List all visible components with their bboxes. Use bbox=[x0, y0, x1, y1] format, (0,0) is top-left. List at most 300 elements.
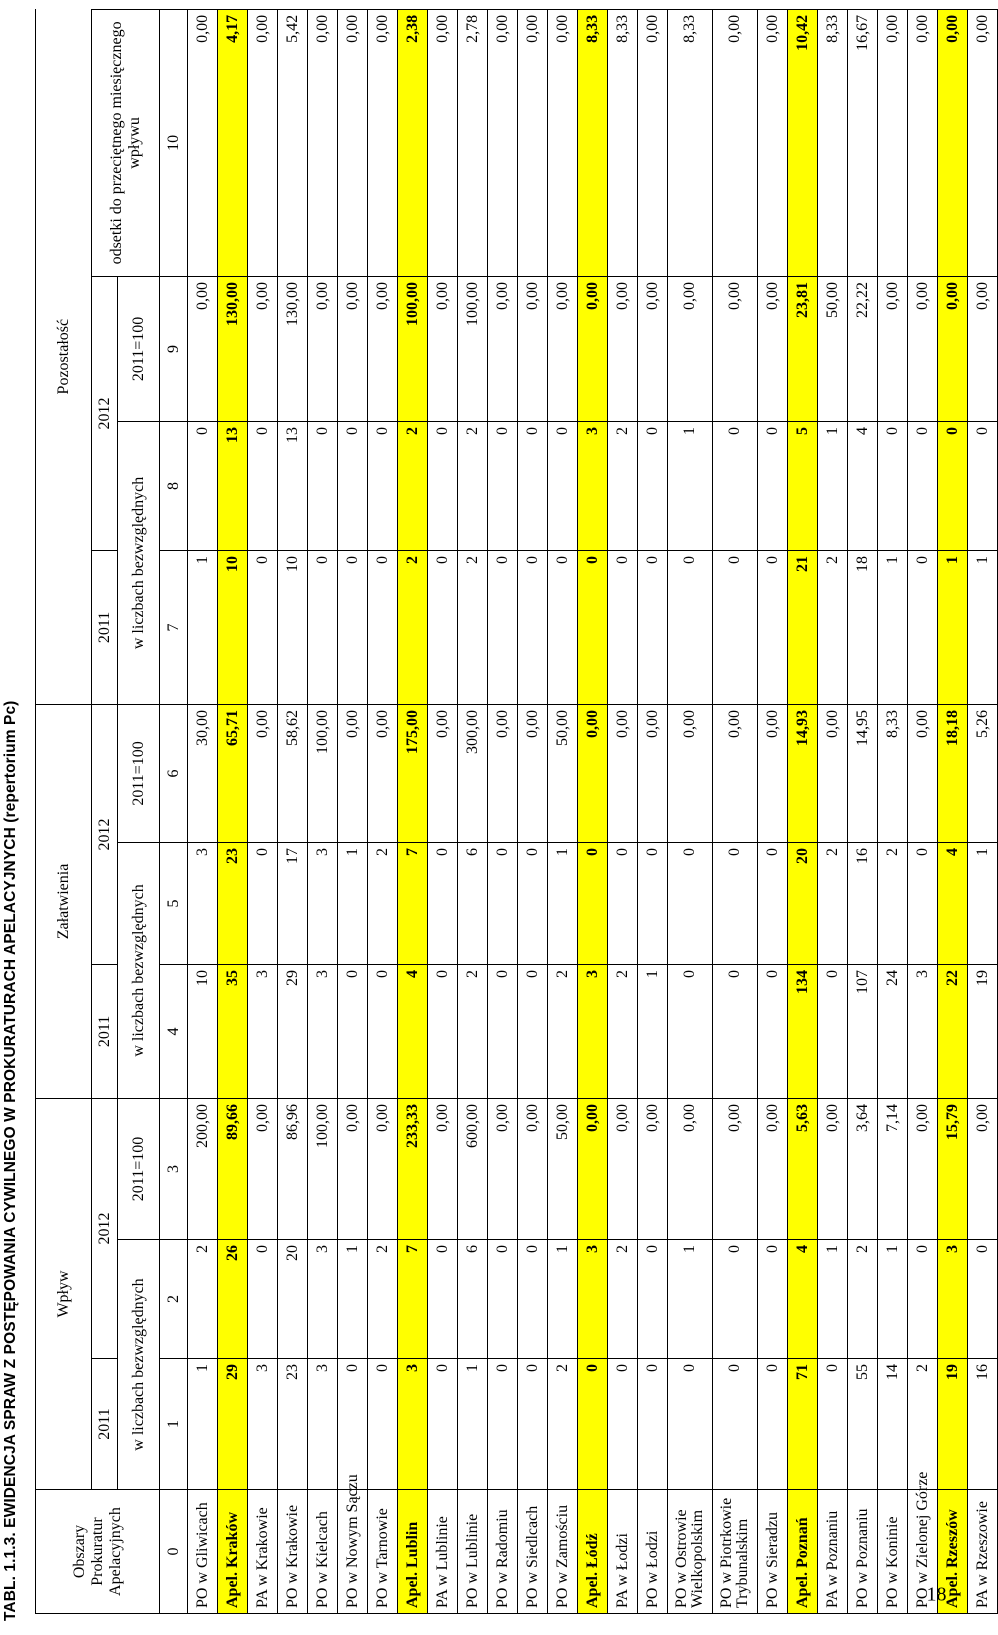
cell-c8: 0 bbox=[488, 421, 518, 550]
cell-c10: 0,00 bbox=[308, 9, 338, 276]
cell-c4: 3 bbox=[248, 964, 278, 1098]
cell-c5: 2 bbox=[818, 842, 848, 964]
cell-c9: 0,00 bbox=[968, 276, 998, 421]
cell-c6: 0,00 bbox=[368, 704, 398, 842]
cell-c1: 3 bbox=[248, 1359, 278, 1490]
cell-c9: 0,00 bbox=[518, 276, 548, 421]
row-name: PO w Kielcach bbox=[308, 1490, 338, 1614]
cell-c10: 16,67 bbox=[848, 9, 878, 276]
cell-c5: 0 bbox=[248, 842, 278, 964]
cell-c3: 0,00 bbox=[608, 1098, 638, 1239]
table-row bbox=[458, 9, 488, 1613]
cell-c4: 107 bbox=[848, 964, 878, 1098]
cell-c2: 1 bbox=[878, 1240, 908, 1359]
table-row bbox=[338, 9, 368, 1613]
cell-c4: 0 bbox=[488, 964, 518, 1098]
cell-c2: 0 bbox=[968, 1240, 998, 1359]
row-name: PO w Radomiu bbox=[488, 1490, 518, 1614]
header-zal-idx: 2011=100 bbox=[118, 704, 160, 842]
cell-c3: 600,00 bbox=[458, 1098, 488, 1239]
cell-c7: 1 bbox=[968, 550, 998, 704]
row-name: Apel. Poznań bbox=[788, 1490, 818, 1614]
cell-c9: 50,00 bbox=[818, 276, 848, 421]
column-number-10: 10 bbox=[160, 9, 188, 276]
cell-c2: 0 bbox=[488, 1240, 518, 1359]
cell-c10: 0,00 bbox=[548, 9, 578, 276]
table-row bbox=[968, 9, 998, 1613]
column-number-3: 3 bbox=[160, 1098, 188, 1239]
cell-c7: 0 bbox=[578, 550, 608, 704]
cell-c8: 0 bbox=[518, 421, 548, 550]
column-number-7: 7 bbox=[160, 550, 188, 704]
cell-c3: 0,00 bbox=[968, 1098, 998, 1239]
cell-c7: 0 bbox=[428, 550, 458, 704]
cell-c5: 0 bbox=[518, 842, 548, 964]
cell-c7: 0 bbox=[548, 550, 578, 704]
cell-c7: 0 bbox=[488, 550, 518, 704]
cell-c10: 4,17 bbox=[218, 9, 248, 276]
table-row bbox=[548, 9, 578, 1613]
header-wplyw: Wpływ bbox=[36, 1098, 92, 1489]
cell-c1: 29 bbox=[218, 1359, 248, 1490]
cell-c10: 0,00 bbox=[248, 9, 278, 276]
cell-c1: 0 bbox=[638, 1359, 668, 1490]
cell-c3: 0,00 bbox=[248, 1098, 278, 1239]
table-row bbox=[848, 9, 878, 1613]
header-zal-2011: 2011 bbox=[92, 964, 118, 1098]
table-row bbox=[368, 9, 398, 1613]
header-pozostalosc: Pozostałość bbox=[36, 9, 92, 704]
cell-c10: 0,00 bbox=[938, 9, 968, 276]
cell-c6: 58,62 bbox=[278, 704, 308, 842]
cell-c4: 2 bbox=[548, 964, 578, 1098]
cell-c4: 35 bbox=[218, 964, 248, 1098]
cell-c7: 2 bbox=[398, 550, 428, 704]
cell-c5: 4 bbox=[938, 842, 968, 964]
header-poz-2012: 2012 bbox=[92, 276, 118, 550]
cell-c8: 5 bbox=[788, 421, 818, 550]
table-row bbox=[908, 9, 938, 1613]
column-number-2: 2 bbox=[160, 1240, 188, 1359]
cell-c1: 0 bbox=[818, 1359, 848, 1490]
cell-c7: 1 bbox=[878, 550, 908, 704]
table-row bbox=[578, 9, 608, 1613]
cell-c4: 0 bbox=[713, 964, 758, 1098]
column-number-8: 8 bbox=[160, 421, 188, 550]
cell-c10: 8,33 bbox=[608, 9, 638, 276]
cell-c10: 0,00 bbox=[338, 9, 368, 276]
header-odsetki: odsetki do przeciętnego miesięcznego wpływu bbox=[92, 9, 160, 276]
cell-c5: 1 bbox=[548, 842, 578, 964]
row-name: PO w Zamościu bbox=[548, 1490, 578, 1614]
cell-c1: 2 bbox=[908, 1359, 938, 1490]
cell-c10: 8,33 bbox=[818, 9, 848, 276]
cell-c1: 0 bbox=[368, 1359, 398, 1490]
cell-c5: 0 bbox=[608, 842, 638, 964]
cell-c7: 0 bbox=[518, 550, 548, 704]
cell-c7: 10 bbox=[278, 550, 308, 704]
cell-c5: 1 bbox=[968, 842, 998, 964]
cell-c9: 130,00 bbox=[278, 276, 308, 421]
row-name: Apel. Rzeszów bbox=[938, 1490, 968, 1614]
row-name: PA w Krakowie bbox=[248, 1490, 278, 1614]
row-name: Apel. Łódź bbox=[578, 1490, 608, 1614]
cell-c3: 200,00 bbox=[188, 1098, 218, 1239]
header-wplyw-abs: w liczbach bezwzględnych bbox=[118, 1240, 160, 1490]
cell-c5: 2 bbox=[368, 842, 398, 964]
cell-c8: 0 bbox=[548, 421, 578, 550]
cell-c4: 0 bbox=[368, 964, 398, 1098]
header-row-1 bbox=[36, 9, 92, 1613]
cell-c6: 0,00 bbox=[518, 704, 548, 842]
cell-c6: 0,00 bbox=[338, 704, 368, 842]
row-name: PO w Gliwicach bbox=[188, 1490, 218, 1614]
cell-c9: 22,22 bbox=[848, 276, 878, 421]
cell-c5: 0 bbox=[713, 842, 758, 964]
cell-c2: 2 bbox=[188, 1240, 218, 1359]
cell-c6: 0,00 bbox=[758, 704, 788, 842]
cell-c10: 0,00 bbox=[488, 9, 518, 276]
cell-c6: 0,00 bbox=[488, 704, 518, 842]
cell-c4: 2 bbox=[608, 964, 638, 1098]
cell-c3: 86,96 bbox=[278, 1098, 308, 1239]
cell-c5: 1 bbox=[338, 842, 368, 964]
cell-c10: 0,00 bbox=[713, 9, 758, 276]
table-row bbox=[428, 9, 458, 1613]
cell-c8: 0 bbox=[338, 421, 368, 550]
cell-c3: 0,00 bbox=[578, 1098, 608, 1239]
table-row bbox=[878, 9, 908, 1613]
cell-c6: 18,18 bbox=[938, 704, 968, 842]
table-body bbox=[188, 9, 998, 1613]
header-area: Obszary Prokuratur Apelacyjnych bbox=[36, 1490, 160, 1614]
cell-c6: 0,00 bbox=[428, 704, 458, 842]
cell-c8: 1 bbox=[818, 421, 848, 550]
cell-c8: 0 bbox=[713, 421, 758, 550]
cell-c7: 0 bbox=[608, 550, 638, 704]
cell-c7: 0 bbox=[248, 550, 278, 704]
header-poz-abs: w liczbach bezwzględnych bbox=[118, 421, 160, 704]
cell-c5: 7 bbox=[398, 842, 428, 964]
cell-c1: 0 bbox=[758, 1359, 788, 1490]
cell-c1: 0 bbox=[668, 1359, 713, 1490]
cell-c10: 2,78 bbox=[458, 9, 488, 276]
cell-c4: 3 bbox=[908, 964, 938, 1098]
cell-c1: 14 bbox=[878, 1359, 908, 1490]
cell-c8: 2 bbox=[608, 421, 638, 550]
header-row-2 bbox=[92, 9, 118, 1613]
cell-c2: 0 bbox=[518, 1240, 548, 1359]
cell-c9: 0,00 bbox=[878, 276, 908, 421]
cell-c7: 0 bbox=[758, 550, 788, 704]
cell-c2: 1 bbox=[338, 1240, 368, 1359]
table-row bbox=[938, 9, 968, 1613]
cell-c9: 0,00 bbox=[338, 276, 368, 421]
cell-c9: 130,00 bbox=[218, 276, 248, 421]
cell-c3: 7,14 bbox=[878, 1098, 908, 1239]
cell-c3: 0,00 bbox=[908, 1098, 938, 1239]
cell-c2: 20 bbox=[278, 1240, 308, 1359]
cell-c5: 0 bbox=[668, 842, 713, 964]
cell-c3: 0,00 bbox=[668, 1098, 713, 1239]
cell-c4: 0 bbox=[668, 964, 713, 1098]
cell-c1: 55 bbox=[848, 1359, 878, 1490]
row-name: PO w Łodzi bbox=[638, 1490, 668, 1614]
cell-c8: 0 bbox=[248, 421, 278, 550]
cell-c3: 0,00 bbox=[368, 1098, 398, 1239]
cell-c9: 0,00 bbox=[308, 276, 338, 421]
cell-c3: 15,79 bbox=[938, 1098, 968, 1239]
cell-c10: 0,00 bbox=[428, 9, 458, 276]
cell-c6: 5,26 bbox=[968, 704, 998, 842]
cell-c6: 30,00 bbox=[188, 704, 218, 842]
cell-c10: 10,42 bbox=[788, 9, 818, 276]
column-number-1: 1 bbox=[160, 1359, 188, 1490]
cell-c9: 0,00 bbox=[908, 276, 938, 421]
cell-c7: 0 bbox=[638, 550, 668, 704]
cell-c4: 19 bbox=[968, 964, 998, 1098]
cell-c5: 0 bbox=[578, 842, 608, 964]
cell-c5: 0 bbox=[488, 842, 518, 964]
cell-c3: 0,00 bbox=[488, 1098, 518, 1239]
cell-c6: 50,00 bbox=[548, 704, 578, 842]
cell-c1: 71 bbox=[788, 1359, 818, 1490]
cell-c6: 100,00 bbox=[308, 704, 338, 842]
header-poz-idx: 2011=100 bbox=[118, 276, 160, 421]
row-name: PO w Lublinie bbox=[458, 1490, 488, 1614]
cell-c9: 0,00 bbox=[368, 276, 398, 421]
cell-c1: 0 bbox=[518, 1359, 548, 1490]
row-name: PA w Poznaniu bbox=[818, 1490, 848, 1614]
column-number-9: 9 bbox=[160, 276, 188, 421]
cell-c7: 0 bbox=[338, 550, 368, 704]
cell-c2: 0 bbox=[908, 1240, 938, 1359]
cell-c1: 0 bbox=[428, 1359, 458, 1490]
row-name: PO w Ostrowie Wielkopolskim bbox=[668, 1490, 713, 1614]
cell-c9: 0,00 bbox=[938, 276, 968, 421]
cell-c9: 0,00 bbox=[608, 276, 638, 421]
header-zal-abs: w liczbach bezwzględnych bbox=[118, 842, 160, 1098]
cell-c6: 300,00 bbox=[458, 704, 488, 842]
cell-c10: 0,00 bbox=[878, 9, 908, 276]
cell-c6: 0,00 bbox=[248, 704, 278, 842]
cell-c5: 2 bbox=[878, 842, 908, 964]
cell-c5: 6 bbox=[458, 842, 488, 964]
cell-c5: 20 bbox=[788, 842, 818, 964]
cell-c9: 0,00 bbox=[638, 276, 668, 421]
cell-c7: 0 bbox=[368, 550, 398, 704]
cell-c9: 0,00 bbox=[668, 276, 713, 421]
data-table bbox=[35, 9, 998, 1614]
cell-c5: 3 bbox=[308, 842, 338, 964]
cell-c4: 0 bbox=[758, 964, 788, 1098]
row-name: PA w Lublinie bbox=[428, 1490, 458, 1614]
cell-c8: 3 bbox=[578, 421, 608, 550]
cell-c5: 0 bbox=[428, 842, 458, 964]
cell-c10: 0,00 bbox=[368, 9, 398, 276]
cell-c7: 0 bbox=[308, 550, 338, 704]
cell-c3: 0,00 bbox=[818, 1098, 848, 1239]
cell-c9: 0,00 bbox=[578, 276, 608, 421]
cell-c4: 0 bbox=[818, 964, 848, 1098]
cell-c5: 23 bbox=[218, 842, 248, 964]
cell-c2: 0 bbox=[428, 1240, 458, 1359]
column-number-0: 0 bbox=[160, 1490, 188, 1614]
cell-c8: 1 bbox=[668, 421, 713, 550]
cell-c1: 3 bbox=[398, 1359, 428, 1490]
table-row bbox=[713, 9, 758, 1613]
cell-c8: 0 bbox=[368, 421, 398, 550]
cell-c5: 0 bbox=[638, 842, 668, 964]
cell-c8: 2 bbox=[458, 421, 488, 550]
cell-c7: 21 bbox=[788, 550, 818, 704]
cell-c9: 0,00 bbox=[713, 276, 758, 421]
row-name: PO w Nowym Sączu bbox=[338, 1490, 368, 1614]
cell-c6: 0,00 bbox=[818, 704, 848, 842]
cell-c4: 134 bbox=[788, 964, 818, 1098]
cell-c7: 1 bbox=[188, 550, 218, 704]
cell-c5: 3 bbox=[188, 842, 218, 964]
cell-c3: 233,33 bbox=[398, 1098, 428, 1239]
cell-c2: 2 bbox=[368, 1240, 398, 1359]
cell-c5: 17 bbox=[278, 842, 308, 964]
row-name: PO w Piotrkowie Trybunalskim bbox=[713, 1490, 758, 1614]
table-row bbox=[818, 9, 848, 1613]
cell-c4: 3 bbox=[578, 964, 608, 1098]
cell-c8: 0 bbox=[908, 421, 938, 550]
cell-c1: 16 bbox=[968, 1359, 998, 1490]
cell-c8: 0 bbox=[428, 421, 458, 550]
cell-c3: 0,00 bbox=[638, 1098, 668, 1239]
cell-c7: 0 bbox=[908, 550, 938, 704]
cell-c4: 2 bbox=[458, 964, 488, 1098]
cell-c2: 3 bbox=[578, 1240, 608, 1359]
cell-c2: 7 bbox=[398, 1240, 428, 1359]
cell-c4: 22 bbox=[938, 964, 968, 1098]
row-name: PO w Sieradzu bbox=[758, 1490, 788, 1614]
column-number-5: 5 bbox=[160, 842, 188, 964]
cell-c5: 0 bbox=[758, 842, 788, 964]
cell-c4: 24 bbox=[878, 964, 908, 1098]
cell-c4: 29 bbox=[278, 964, 308, 1098]
cell-c6: 0,00 bbox=[668, 704, 713, 842]
cell-c7: 10 bbox=[218, 550, 248, 704]
cell-c8: 0 bbox=[878, 421, 908, 550]
table-row bbox=[278, 9, 308, 1613]
header-zal-2012: 2012 bbox=[92, 704, 118, 964]
cell-c2: 1 bbox=[818, 1240, 848, 1359]
cell-c1: 1 bbox=[188, 1359, 218, 1490]
cell-c1: 0 bbox=[338, 1359, 368, 1490]
cell-c10: 0,00 bbox=[908, 9, 938, 276]
cell-c2: 3 bbox=[938, 1240, 968, 1359]
cell-c9: 0,00 bbox=[758, 276, 788, 421]
cell-c3: 0,00 bbox=[428, 1098, 458, 1239]
cell-c1: 23 bbox=[278, 1359, 308, 1490]
cell-c4: 0 bbox=[518, 964, 548, 1098]
cell-c8: 0 bbox=[938, 421, 968, 550]
cell-c1: 1 bbox=[458, 1359, 488, 1490]
cell-c7: 18 bbox=[848, 550, 878, 704]
column-number-6: 6 bbox=[160, 704, 188, 842]
table-row bbox=[308, 9, 338, 1613]
cell-c2: 0 bbox=[248, 1240, 278, 1359]
cell-c2: 6 bbox=[458, 1240, 488, 1359]
cell-c8: 0 bbox=[308, 421, 338, 550]
table-row bbox=[668, 9, 713, 1613]
cell-c7: 2 bbox=[818, 550, 848, 704]
cell-c7: 2 bbox=[458, 550, 488, 704]
cell-c2: 3 bbox=[308, 1240, 338, 1359]
header-wplyw-2012: 2012 bbox=[92, 1098, 118, 1358]
cell-c2: 1 bbox=[548, 1240, 578, 1359]
cell-c8: 0 bbox=[638, 421, 668, 550]
row-name: PO w Poznaniu bbox=[848, 1490, 878, 1614]
cell-c4: 1 bbox=[638, 964, 668, 1098]
cell-c3: 89,66 bbox=[218, 1098, 248, 1239]
column-number-4: 4 bbox=[160, 964, 188, 1098]
cell-c9: 0,00 bbox=[428, 276, 458, 421]
cell-c10: 2,38 bbox=[398, 9, 428, 276]
cell-c3: 5,63 bbox=[788, 1098, 818, 1239]
cell-c1: 0 bbox=[608, 1359, 638, 1490]
cell-c5: 16 bbox=[848, 842, 878, 964]
cell-c9: 0,00 bbox=[188, 276, 218, 421]
cell-c1: 0 bbox=[713, 1359, 758, 1490]
cell-c7: 1 bbox=[938, 550, 968, 704]
cell-c9: 23,81 bbox=[788, 276, 818, 421]
cell-c9: 100,00 bbox=[458, 276, 488, 421]
cell-c3: 0,00 bbox=[338, 1098, 368, 1239]
row-name: PO w Siedlcach bbox=[518, 1490, 548, 1614]
cell-c6: 14,93 bbox=[788, 704, 818, 842]
table-row bbox=[638, 9, 668, 1613]
cell-c3: 50,00 bbox=[548, 1098, 578, 1239]
cell-c10: 0,00 bbox=[518, 9, 548, 276]
cell-c4: 3 bbox=[308, 964, 338, 1098]
cell-c6: 0,00 bbox=[638, 704, 668, 842]
row-name: Apel. Lublin bbox=[398, 1490, 428, 1614]
column-number-row bbox=[160, 9, 188, 1613]
cell-c7: 0 bbox=[713, 550, 758, 704]
cell-c8: 2 bbox=[398, 421, 428, 550]
cell-c4: 0 bbox=[338, 964, 368, 1098]
table-title: TABL. 1.1.3. EWIDENCJA SPRAW Z POSTĘPOWANIA CYWILNEGO W PROKURATURACH APELACYJNYCH (repertorium Pc) bbox=[2, 700, 19, 1621]
cell-c10: 0,00 bbox=[188, 9, 218, 276]
cell-c2: 2 bbox=[848, 1240, 878, 1359]
cell-c1: 0 bbox=[578, 1359, 608, 1490]
table-row bbox=[188, 9, 218, 1613]
cell-c6: 14,95 bbox=[848, 704, 878, 842]
cell-c6: 0,00 bbox=[608, 704, 638, 842]
cell-c8: 0 bbox=[188, 421, 218, 550]
cell-c5: 0 bbox=[908, 842, 938, 964]
table-row bbox=[758, 9, 788, 1613]
cell-c3: 0,00 bbox=[758, 1098, 788, 1239]
cell-c1: 19 bbox=[938, 1359, 968, 1490]
cell-c1: 0 bbox=[488, 1359, 518, 1490]
cell-c3: 0,00 bbox=[518, 1098, 548, 1239]
cell-c2: 0 bbox=[758, 1240, 788, 1359]
header-wplyw-2011: 2011 bbox=[92, 1359, 118, 1490]
cell-c10: 5,42 bbox=[278, 9, 308, 276]
table-row bbox=[488, 9, 518, 1613]
cell-c6: 175,00 bbox=[398, 704, 428, 842]
table-row bbox=[608, 9, 638, 1613]
cell-c2: 1 bbox=[668, 1240, 713, 1359]
cell-c8: 13 bbox=[278, 421, 308, 550]
row-name: PA w Rzeszowie bbox=[968, 1490, 998, 1614]
